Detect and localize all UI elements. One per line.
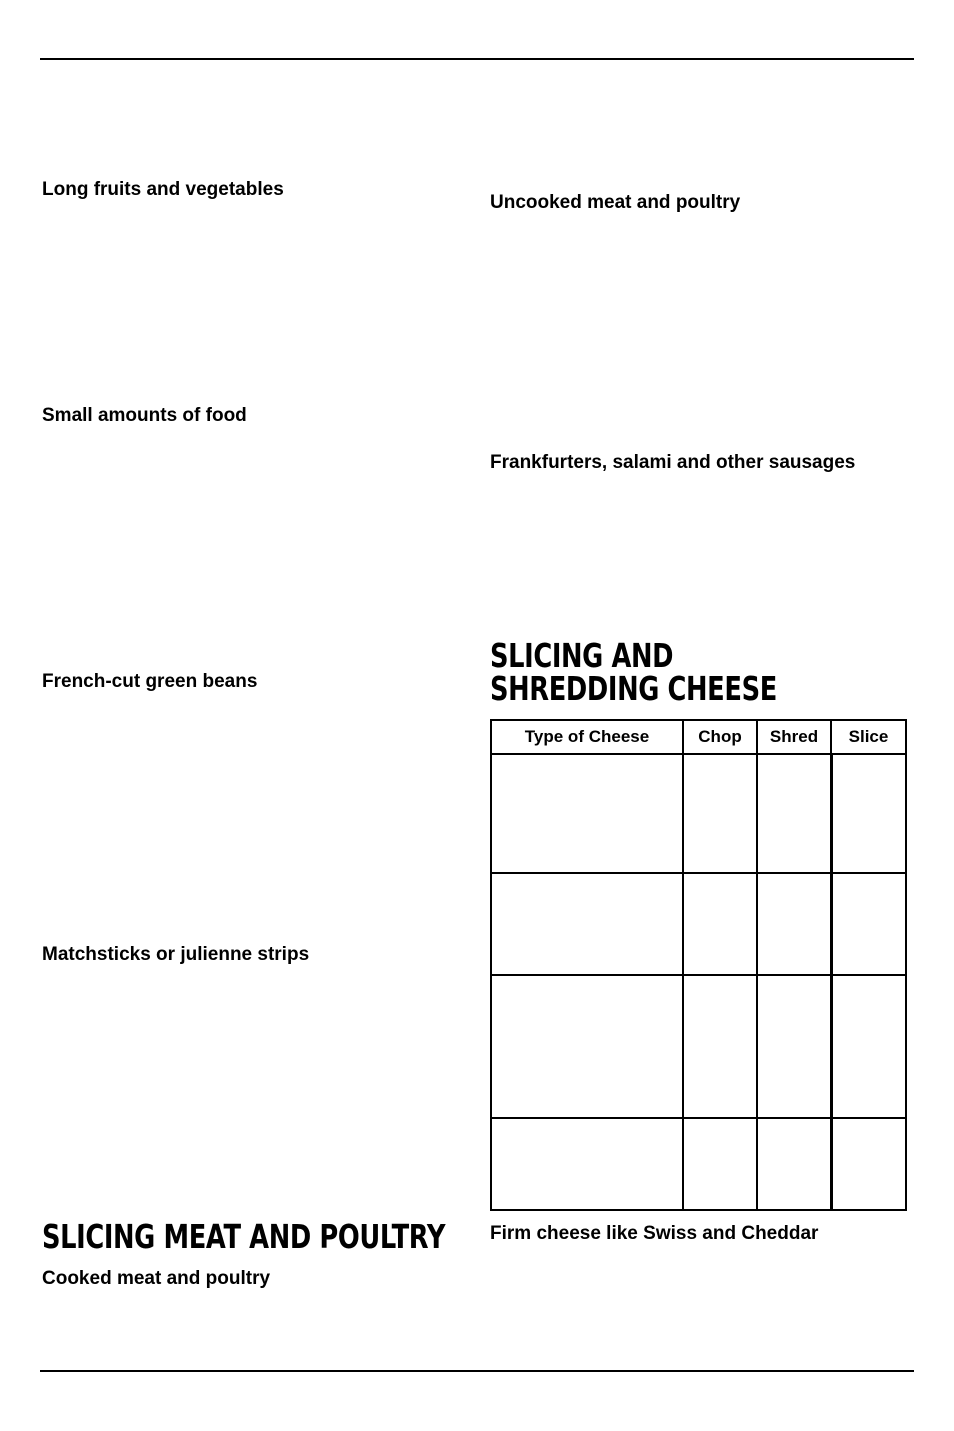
- table-cell: [683, 754, 757, 873]
- table-cell: [757, 975, 831, 1118]
- header-type-of-cheese: Type of Cheese: [491, 720, 683, 754]
- table-row: [491, 975, 906, 1118]
- header-slice: Slice: [831, 720, 906, 754]
- cheese-table: [490, 719, 907, 1211]
- header-chop: Chop: [683, 720, 757, 754]
- table-cell: [491, 754, 683, 873]
- table-cell: [831, 754, 906, 873]
- cheese-section-title-line-2: SHREDDING CHEESE: [490, 669, 777, 708]
- table-row: [491, 1118, 906, 1210]
- table-cell: [683, 975, 757, 1118]
- cheese-section-title-line-1: SLICING AND: [490, 636, 674, 675]
- subhead-french-cut: French-cut green beans: [42, 671, 258, 692]
- subhead-sausages: Frankfurters, salami and other sausages: [490, 452, 856, 473]
- subhead-firm-cheese: Firm cheese like Swiss and Cheddar: [490, 1223, 819, 1244]
- meat-section-title: SLICING MEAT AND POULTRY: [42, 1217, 446, 1256]
- table-cell: [491, 975, 683, 1118]
- subhead-matchsticks: Matchsticks or julienne strips: [42, 944, 310, 965]
- table-cell: [831, 873, 906, 975]
- table-cell: [757, 1118, 831, 1210]
- subhead-cooked-meat: Cooked meat and poultry: [42, 1268, 271, 1289]
- table-row: [491, 754, 906, 873]
- table-cell: [757, 754, 831, 873]
- table-cell: [757, 873, 831, 975]
- subhead-long-fruits: Long fruits and vegetables: [42, 179, 284, 200]
- top-rule: [40, 58, 914, 60]
- header-shred: Shred: [757, 720, 831, 754]
- cheese-table-header-row: [491, 720, 906, 754]
- table-cell: [683, 873, 757, 975]
- bottom-rule: [40, 1370, 914, 1372]
- subhead-small-amounts: Small amounts of food: [42, 405, 247, 426]
- table-cell: [491, 1118, 683, 1210]
- table-cell: [683, 1118, 757, 1210]
- table-row: [491, 873, 906, 975]
- subhead-uncooked-meat: Uncooked meat and poultry: [490, 192, 741, 213]
- table-cell: [831, 975, 906, 1118]
- table-cell: [491, 873, 683, 975]
- table-cell: [831, 1118, 906, 1210]
